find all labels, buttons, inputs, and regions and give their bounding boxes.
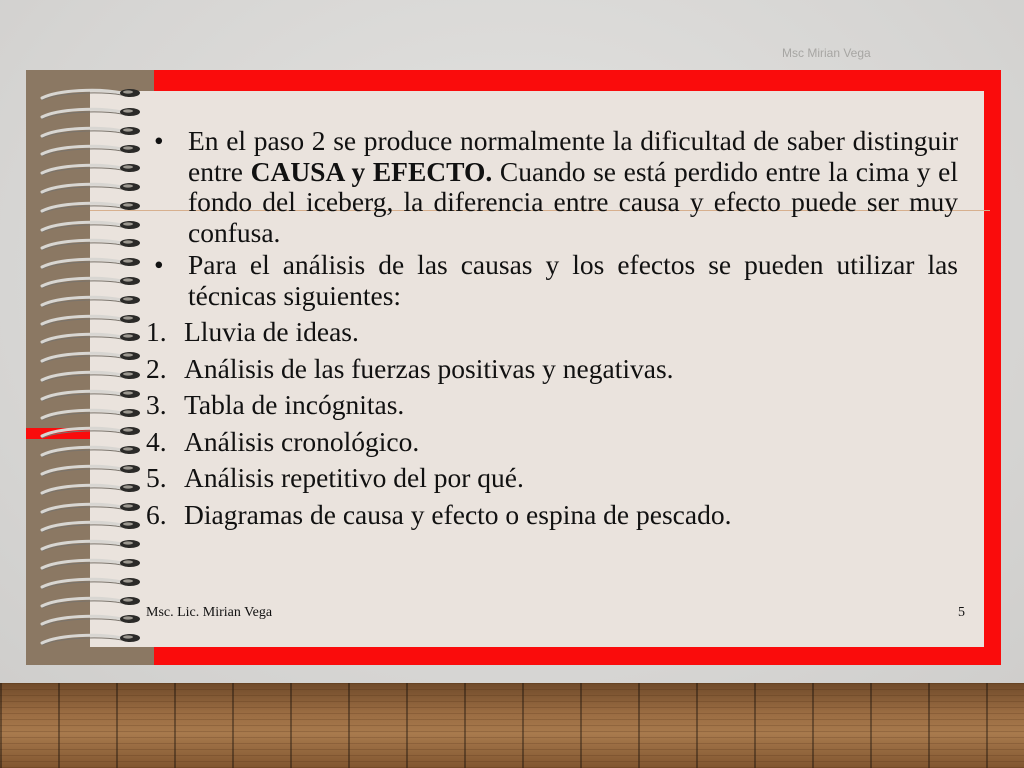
slide-footer-author: Msc. Lic. Mirian Vega	[146, 605, 273, 620]
slide-body	[146, 126, 958, 536]
spiral-ring-icon	[38, 629, 156, 651]
bullet-text: En el paso 2 se produce normalmente la dificultad de saber distinguir entre	[188, 125, 958, 187]
bullet-paragraph-1	[146, 126, 958, 248]
spiral-rings	[38, 84, 156, 649]
slide-page-number: 5	[958, 605, 965, 620]
list-item-number: 5.	[146, 462, 167, 493]
bullet-paragraph-2	[146, 250, 958, 311]
list-item-text: Análisis repetitivo del por qué.	[184, 462, 524, 493]
list-item-text: Análisis cronológico.	[184, 425, 420, 457]
floor-grain	[0, 683, 1024, 768]
bullet-marker: •	[154, 249, 164, 280]
list-item-number: 2.	[146, 352, 167, 384]
list-item-text: Tabla de incógnitas.	[184, 389, 405, 420]
list-item-number: 3.	[146, 389, 167, 420]
techniques-list	[146, 317, 958, 530]
list-item-text: Análisis de las fuerzas positivas y negativas.	[184, 352, 674, 384]
list-item-number: 4.	[146, 425, 167, 457]
list-item-text: Lluvia de ideas.	[184, 316, 359, 347]
list-item	[146, 427, 958, 458]
list-item	[146, 317, 958, 348]
list-item-text: Diagramas de causa y efecto o espina de pescado.	[184, 498, 732, 530]
wood-floor	[0, 683, 1024, 768]
list-item	[146, 354, 958, 385]
bullet-marker: •	[154, 125, 164, 156]
list-item	[146, 390, 958, 421]
bullet-text-after: Cuando se está perdido entre la cima y el fondo del iceberg, la diferencia entre causa y efecto puede ser muy confusa.	[188, 155, 958, 248]
list-item-number: 1.	[146, 316, 167, 347]
list-item	[146, 463, 958, 494]
bullet-text: Para el análisis de las causas y los efectos se pueden utilizar las técnicas siguientes:	[188, 249, 958, 311]
bullet-bold-text: CAUSA y EFECTO.	[250, 155, 493, 187]
author-header: Msc Mirian Vega	[782, 46, 871, 60]
list-item	[146, 500, 958, 531]
list-item-number: 6.	[146, 498, 167, 530]
